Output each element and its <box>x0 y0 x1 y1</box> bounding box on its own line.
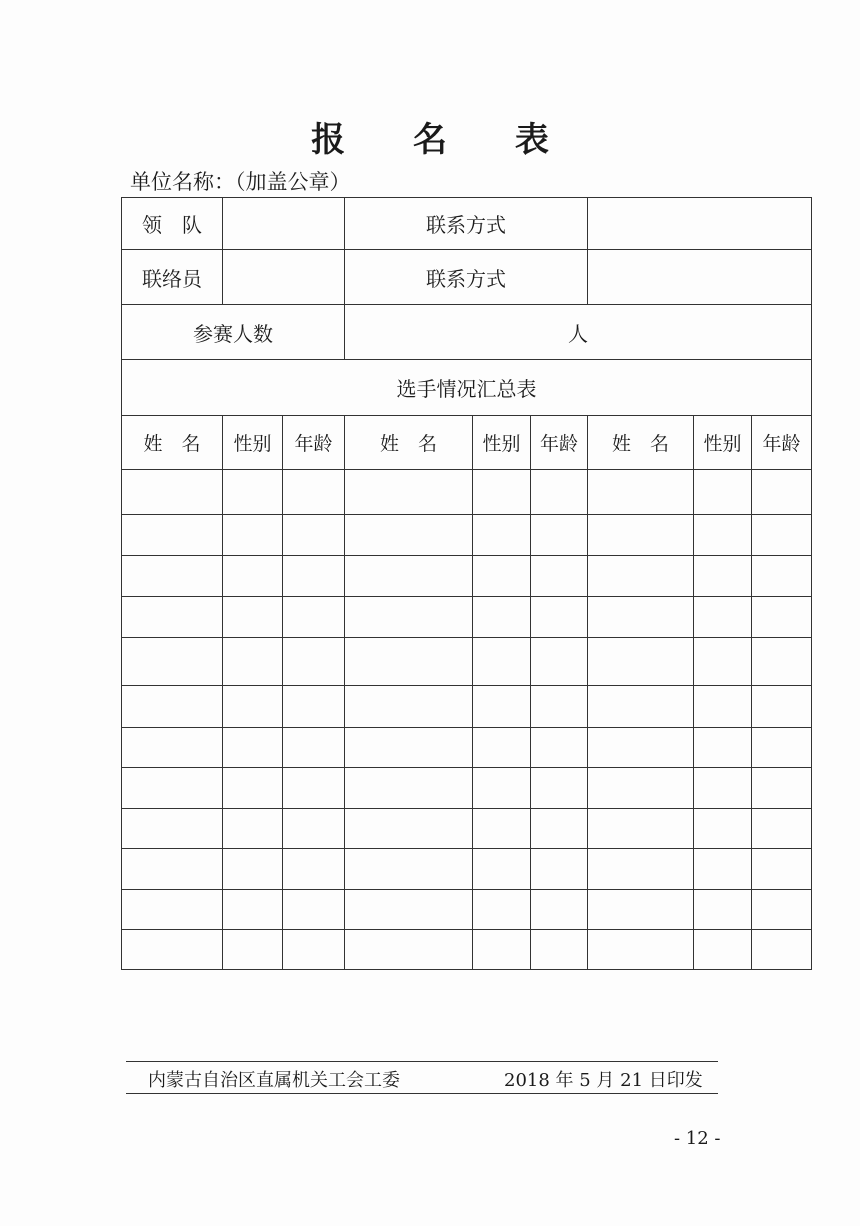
table-cell[interactable] <box>223 930 283 970</box>
table-row <box>122 556 812 597</box>
table-cell[interactable] <box>283 515 345 556</box>
table-cell[interactable] <box>531 470 588 515</box>
table-cell[interactable] <box>283 809 345 849</box>
table-cell[interactable] <box>694 768 752 809</box>
table-row <box>122 809 812 849</box>
table-cell[interactable] <box>588 728 694 768</box>
column-header-age: 年龄 <box>752 416 812 470</box>
table-cell[interactable] <box>694 930 752 970</box>
column-header-age: 年龄 <box>283 416 345 470</box>
table-cell[interactable] <box>345 768 473 809</box>
table-cell[interactable] <box>283 638 345 686</box>
table-cell[interactable] <box>345 728 473 768</box>
table-cell[interactable] <box>122 515 223 556</box>
table-cell[interactable] <box>473 728 531 768</box>
unit-name-label: 单位名称：（加盖公章） <box>130 170 351 194</box>
page-title: 报 名 表 <box>311 120 577 160</box>
table-row <box>122 890 812 930</box>
table-cell[interactable] <box>345 597 473 638</box>
table-cell[interactable] <box>588 638 694 686</box>
footer-organization: 内蒙古自治区直属机关工会工委 <box>148 1070 400 1091</box>
table-cell[interactable] <box>283 556 345 597</box>
summary-title: 选手情况汇总表 <box>122 360 812 416</box>
table-row <box>122 597 812 638</box>
table-cell[interactable] <box>345 809 473 849</box>
table-cell[interactable] <box>588 556 694 597</box>
table-cell[interactable] <box>473 686 531 728</box>
table-cell[interactable] <box>588 809 694 849</box>
table-cell[interactable] <box>473 809 531 849</box>
footer-rule-top <box>126 1061 718 1062</box>
table-cell[interactable] <box>473 890 531 930</box>
column-header-row <box>122 416 812 470</box>
table-cell[interactable] <box>223 768 283 809</box>
table-cell[interactable] <box>752 470 812 515</box>
table-cell[interactable] <box>694 890 752 930</box>
table-cell[interactable] <box>752 930 812 970</box>
table-cell[interactable] <box>283 470 345 515</box>
table-row <box>122 849 812 890</box>
liaison-contact-cell[interactable] <box>588 250 812 305</box>
table-cell[interactable] <box>283 597 345 638</box>
table-cell[interactable] <box>694 638 752 686</box>
table-cell[interactable] <box>345 849 473 890</box>
table-cell[interactable] <box>752 728 812 768</box>
table-cell[interactable] <box>473 556 531 597</box>
table-cell[interactable] <box>752 849 812 890</box>
table-cell[interactable] <box>122 556 223 597</box>
column-header-gender: 性别 <box>473 416 531 470</box>
summary-title-row <box>122 360 812 416</box>
leader-name-cell[interactable] <box>223 198 345 250</box>
table-cell[interactable] <box>531 930 588 970</box>
participants-count-cell[interactable]: 人 <box>345 305 812 360</box>
table-row <box>122 728 812 768</box>
leader-row <box>122 198 812 250</box>
table-cell[interactable] <box>345 890 473 930</box>
table-cell[interactable] <box>694 470 752 515</box>
table-cell[interactable] <box>345 470 473 515</box>
table-cell[interactable] <box>283 930 345 970</box>
participants-row <box>122 305 812 360</box>
table-cell[interactable] <box>694 556 752 597</box>
table-cell[interactable] <box>283 890 345 930</box>
table-cell[interactable] <box>223 686 283 728</box>
table-cell[interactable] <box>588 686 694 728</box>
table-cell[interactable] <box>694 597 752 638</box>
table-cell[interactable] <box>223 849 283 890</box>
leader-contact-label: 联系方式 <box>345 198 588 250</box>
column-header-name: 姓 名 <box>345 416 473 470</box>
table-cell[interactable] <box>283 728 345 768</box>
table-cell[interactable] <box>752 515 812 556</box>
table-cell[interactable] <box>588 597 694 638</box>
table-cell[interactable] <box>531 597 588 638</box>
table-cell[interactable] <box>122 890 223 930</box>
table-cell[interactable] <box>531 515 588 556</box>
table-cell[interactable] <box>345 638 473 686</box>
table-cell[interactable] <box>473 638 531 686</box>
table-cell[interactable] <box>694 515 752 556</box>
table-cell[interactable] <box>122 638 223 686</box>
leader-label: 领 队 <box>122 198 223 250</box>
table-cell[interactable] <box>122 849 223 890</box>
column-header-age: 年龄 <box>531 416 588 470</box>
table-row <box>122 638 812 686</box>
table-cell[interactable] <box>694 728 752 768</box>
table-cell[interactable] <box>752 597 812 638</box>
liaison-label: 联络员 <box>122 250 223 305</box>
table-cell[interactable] <box>588 768 694 809</box>
table-cell[interactable] <box>345 930 473 970</box>
liaison-name-cell[interactable] <box>223 250 345 305</box>
table-cell[interactable] <box>473 470 531 515</box>
table-cell[interactable] <box>752 890 812 930</box>
table-cell[interactable] <box>122 930 223 970</box>
table-cell[interactable] <box>473 768 531 809</box>
column-header-name: 姓 名 <box>122 416 223 470</box>
table-cell[interactable] <box>531 556 588 597</box>
table-cell[interactable] <box>752 556 812 597</box>
table-cell[interactable] <box>531 849 588 890</box>
table-cell[interactable] <box>345 556 473 597</box>
table-cell[interactable] <box>531 890 588 930</box>
table-cell[interactable] <box>588 849 694 890</box>
table-cell[interactable] <box>122 597 223 638</box>
table-cell[interactable] <box>588 930 694 970</box>
table-cell[interactable] <box>345 686 473 728</box>
participants-label: 参赛人数 <box>122 305 345 360</box>
table-row <box>122 515 812 556</box>
table-row <box>122 686 812 728</box>
registration-table <box>121 197 812 970</box>
page-number: - 12 - <box>674 1128 721 1149</box>
leader-contact-cell[interactable] <box>588 198 812 250</box>
table-cell[interactable] <box>283 849 345 890</box>
table-cell[interactable] <box>283 686 345 728</box>
footer-rule-bottom <box>126 1093 718 1094</box>
table-cell[interactable] <box>223 728 283 768</box>
table-cell[interactable] <box>531 768 588 809</box>
table-cell[interactable] <box>473 597 531 638</box>
table-cell[interactable] <box>223 597 283 638</box>
table-cell[interactable] <box>531 809 588 849</box>
table-cell[interactable] <box>694 686 752 728</box>
table-cell[interactable] <box>531 638 588 686</box>
table-cell[interactable] <box>122 470 223 515</box>
table-row <box>122 768 812 809</box>
table-cell[interactable] <box>122 686 223 728</box>
table-cell[interactable] <box>283 768 345 809</box>
table-cell[interactable] <box>345 515 473 556</box>
table-cell[interactable] <box>588 890 694 930</box>
table-cell[interactable] <box>531 686 588 728</box>
table-cell[interactable] <box>122 768 223 809</box>
table-row <box>122 470 812 515</box>
table-cell[interactable] <box>694 809 752 849</box>
table-cell[interactable] <box>752 638 812 686</box>
table-cell[interactable] <box>473 930 531 970</box>
table-cell[interactable] <box>588 515 694 556</box>
table-cell[interactable] <box>223 890 283 930</box>
table-cell[interactable] <box>223 515 283 556</box>
table-row <box>122 930 812 970</box>
table-cell[interactable] <box>752 809 812 849</box>
liaison-row <box>122 250 812 305</box>
table-cell[interactable] <box>223 470 283 515</box>
column-header-gender: 性别 <box>694 416 752 470</box>
column-header-gender: 性别 <box>223 416 283 470</box>
table-cell[interactable] <box>752 768 812 809</box>
table-cell[interactable] <box>223 556 283 597</box>
table-cell[interactable] <box>223 638 283 686</box>
table-cell[interactable] <box>752 686 812 728</box>
footer-date: 2018 年 5 月 21 日印发 <box>504 1070 703 1091</box>
table-cell[interactable] <box>122 728 223 768</box>
table-cell[interactable] <box>531 728 588 768</box>
column-header-name: 姓 名 <box>588 416 694 470</box>
table-cell[interactable] <box>473 849 531 890</box>
table-cell[interactable] <box>122 809 223 849</box>
table-cell[interactable] <box>588 470 694 515</box>
liaison-contact-label: 联系方式 <box>345 250 588 305</box>
table-cell[interactable] <box>223 809 283 849</box>
table-cell[interactable] <box>694 849 752 890</box>
table-cell[interactable] <box>473 515 531 556</box>
